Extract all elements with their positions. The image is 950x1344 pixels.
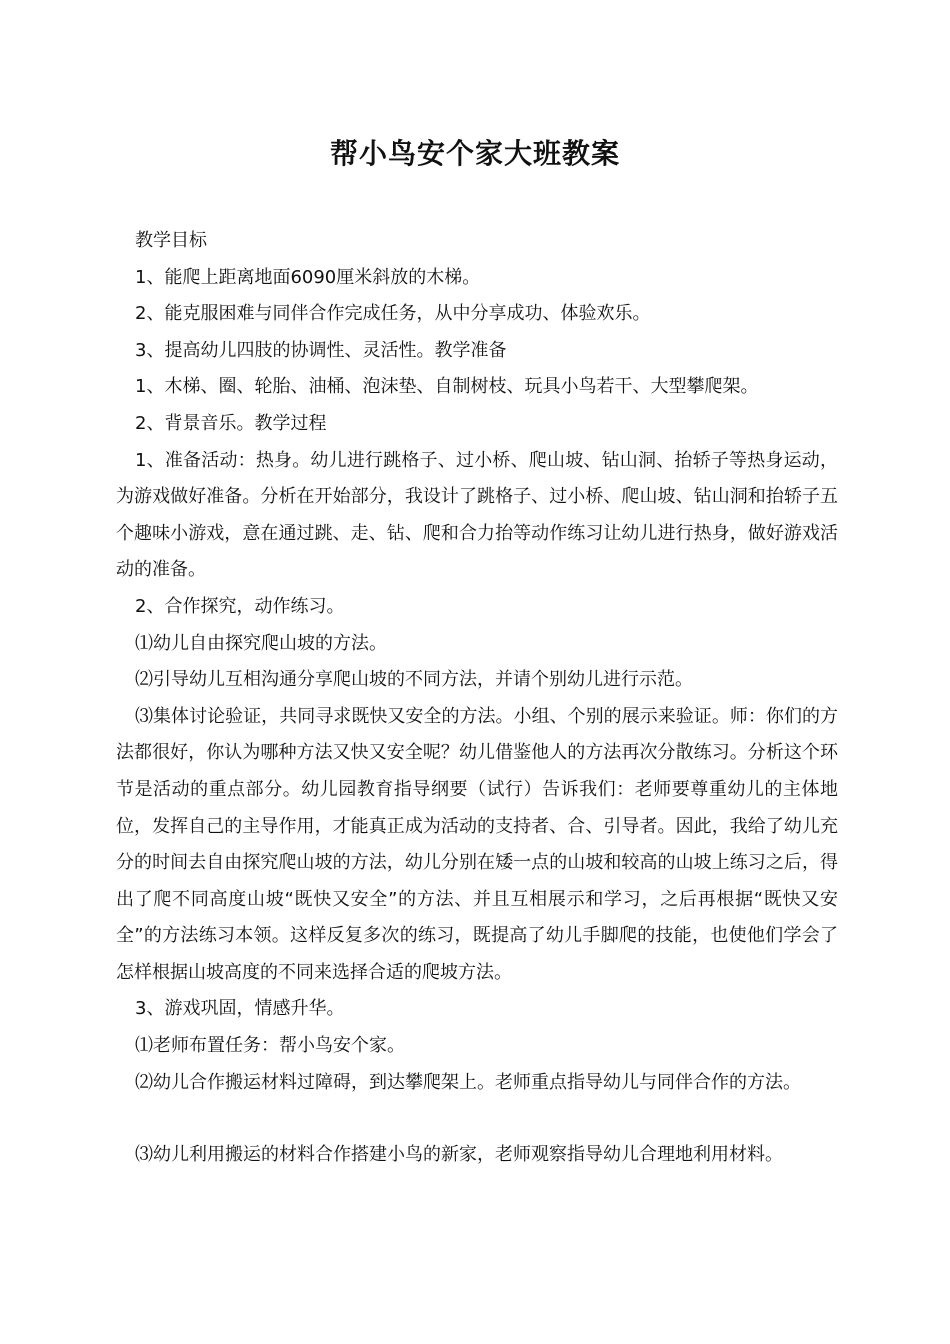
- paragraph: 2、能克服困难与同伴合作完成任务，从中分享成功、体验欢乐。: [135, 303, 651, 325]
- document-title: 帮小鸟安个家大班教案: [329, 137, 620, 170]
- paragraph: 1、能爬上距离地面6090厘米斜放的木梯。: [135, 266, 481, 288]
- paragraph: 3、提高幼儿四肢的协调性、灵活性。教学准备: [135, 339, 507, 361]
- paragraph: ⑶幼儿利用搬运的材料合作搭建小鸟的新家，老师观察指导幼儿合理地利用材料。: [135, 1144, 783, 1166]
- paragraph: 3、游戏巩固，情感升华。: [135, 998, 345, 1020]
- paragraph: ⑶集体讨论验证，共同寻求既快又安全的方法。小组、个别的展示来验证。师：你们的方法都很好，你认为哪种方法又快又安全呢？幼儿借鉴他人的方法再次分散练习。分析这个环节是活动的重点部分。幼儿园教育指导纲要（试行）告诉我们：老师要尊重幼儿的主体地位，发挥自己的主导作用，才能真正成为活动的支持者、合、引导者。因此，我给了幼儿充分的时间去自由探究爬山坡的方法，幼儿分别在矮一点的山坡和较高的山坡上练习之后，得出了爬不同高度山坡“既快又安全”的方法、并且互相展示和学习，之后再根据“既快又安全”的方法练习本领。这样反复多次的练习，既提高了幼儿手脚爬的技能，也使他们学会了怎样根据山坡高度的不同来选择合适的爬坡方法。: [116, 705, 838, 983]
- section-heading-objectives: 教学目标: [135, 230, 207, 251]
- paragraph: ⑵引导幼儿互相沟通分享爬山坡的不同方法，并请个别幼儿进行示范。: [135, 669, 693, 691]
- document-body: [116, 223, 838, 1174]
- paragraph: 1、木梯、圈、轮胎、油桶、泡沫垫、自制树枝、玩具小鸟若干、大型攀爬架。: [135, 376, 759, 398]
- paragraph: ⑴幼儿自由探究爬山坡的方法。: [135, 632, 387, 654]
- paragraph: ⑴老师布置任务：帮小鸟安个家。: [135, 1035, 405, 1057]
- paragraph: 2、合作探究，动作练习。: [135, 595, 345, 617]
- paragraph: 1、准备活动：热身。幼儿进行跳格子、过小桥、爬山坡、钻山洞、抬轿子等热身运动，为游戏做好准备。分析在开始部分，我设计了跳格子、过小桥、爬山坡、钻山洞和抬轿子五个趣味小游戏，意在通过跳、走、钻、爬和合力抬等动作练习让幼儿进行热身，做好游戏活动的准备。: [116, 449, 838, 581]
- paragraph: ⑵幼儿合作搬运材料过障碍，到达攀爬架上。老师重点指导幼儿与同伴合作的方法。: [135, 1071, 801, 1093]
- paragraph: 2、背景音乐。教学过程: [135, 412, 327, 434]
- blank-line: [116, 1101, 838, 1137]
